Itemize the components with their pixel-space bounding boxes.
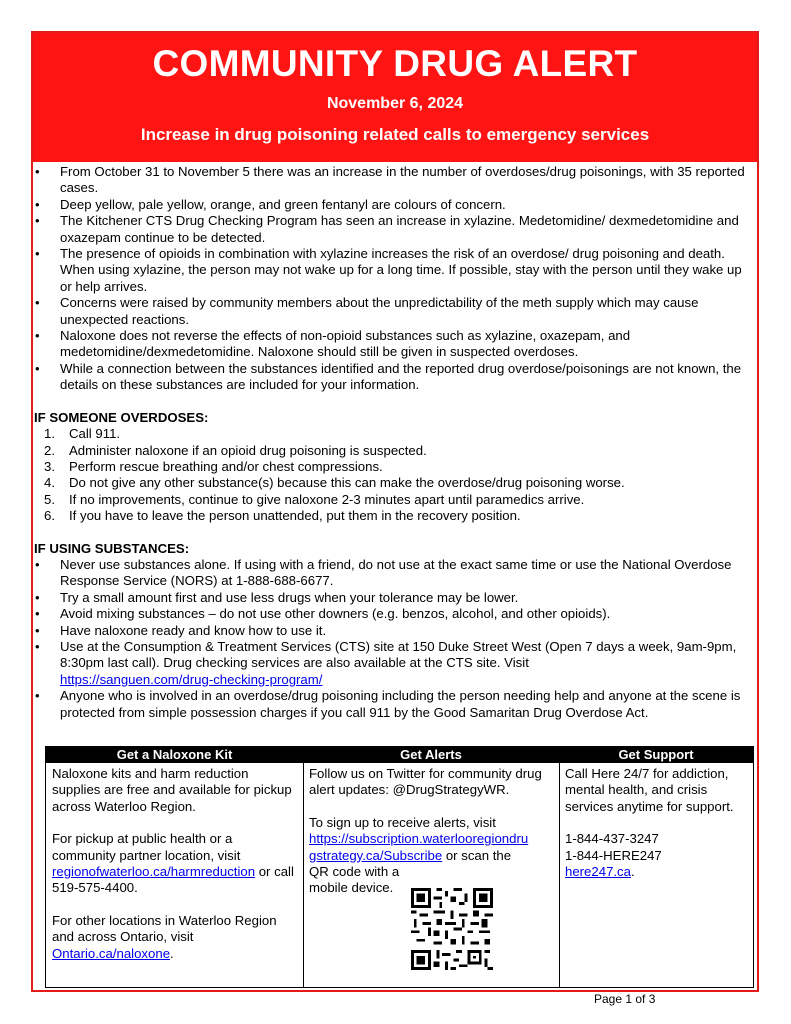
naloxone-column [46, 747, 304, 987]
step-text: If no improvements, continue to give naloxone 2-3 minutes apart until paramedics arrive. [69, 491, 585, 507]
step-text: Do not give any other substance(s) because this can make the overdose/drug poisoning worse. [69, 475, 625, 491]
using-bullet-list [34, 557, 754, 721]
other-locations-text: For other locations in Waterloo Region and across Ontario, visit [52, 912, 277, 945]
list-item: • The Kitchener CTS Drug Checking Program has seen an increase in xylazine. Medetomidine/ dexmedetomidine and oxazepam continue to be detected. [34, 213, 754, 246]
list-item: • The presence of opioids in combination with xylazine increases the risk of an overdose/ drug poisoning and death. When using xylazine, the person may not wake up for a long time. If possible, stay with the person until they wake up or help arrives. [34, 246, 754, 295]
step-number: 6. [44, 508, 55, 524]
page-title: COMMUNITY DRUG ALERT [152, 43, 638, 84]
alert-body [34, 164, 754, 721]
naloxone-intro: Naloxone kits and harm reduction supplies are free and available for pickup across Waterloo Region. [52, 766, 292, 814]
list-item [34, 508, 754, 524]
qr-instruction-1: QR code with a [309, 864, 400, 880]
list-item: • Have naloxone ready and know how to use it. [34, 623, 754, 639]
ontario-naloxone-link[interactable]: Ontario.ca/naloxone [52, 945, 171, 961]
support-column [559, 747, 753, 987]
resources-table [45, 746, 754, 988]
list-item: • Anyone who is involved in an overdose/drug poisoning including the person needing help and anyone at the scene is protected from simple possession charges if you call 911 by the Good Samaritan Drug Overdose Act. [34, 688, 754, 721]
step-text: Perform rescue breathing and/or chest compressions. [69, 458, 383, 474]
overdose-steps [34, 426, 754, 524]
support-link-row [565, 864, 747, 880]
support-phone-2: 1-844-HERE247 [565, 847, 662, 863]
step-number: 5. [44, 491, 55, 507]
list-item: • Try a small amount first and use less drugs when your tolerance may be lower. [34, 590, 754, 606]
step-text: Call 911. [69, 426, 121, 442]
alert-bullet-list [34, 164, 754, 394]
naloxone-pickup [52, 831, 297, 897]
using-heading: IF USING SUBSTANCES: [34, 540, 190, 556]
alert-banner [33, 33, 757, 162]
list-item [34, 443, 754, 459]
alert-subtitle: Increase in drug poisoning related calls to emergency services [140, 125, 650, 144]
signup-lead: To sign up to receive alerts, visit [309, 814, 496, 830]
list-item: • Never use substances alone. If using with a friend, do not use at the exact same time or use the National Overdose Response Service (NORS) at 1-888-688-6677. [34, 557, 754, 590]
list-item: • Naloxone does not reverse the effects of non-opioid substances such as xylazine, oxazepam, and medetomidine/dexmedetomidine. Naloxone should still be given in suspected overdoses. [34, 328, 754, 361]
list-item [34, 426, 754, 442]
cts-text: Use at the Consumption & Treatment Services (CTS) site at 150 Duke Street West (Open 7 days a week, 9am-9pm, 8:30pm last call). Drug checking services are also available at the CTS site. Visit [60, 638, 737, 671]
list-item [34, 492, 754, 508]
list-item: • Avoid mixing substances – do not use other downers (e.g. benzos, alcohol, and other opioids). [34, 606, 754, 622]
pickup-phone: or call 519-575-4400. [52, 864, 294, 896]
step-number: 1. [44, 426, 55, 442]
alerts-column-header: Get Alerts [303, 747, 559, 763]
period: . [170, 945, 174, 961]
qr-code-icon[interactable] [411, 888, 493, 970]
step-text: If you have to leave the person unattended, put them in the recovery position. [69, 508, 521, 524]
qr-instruction-2: mobile device. [309, 880, 394, 896]
list-item [34, 639, 754, 688]
here247-link[interactable]: here247.ca [565, 864, 631, 880]
twitter-text: Follow us on Twitter for community drug alert updates: @DrugStrategyWR. [309, 766, 542, 798]
step-text: Administer naloxone if an opioid drug poisoning is suspected. [69, 442, 427, 458]
support-column-header: Get Support [559, 747, 753, 763]
signup-text [309, 815, 553, 897]
list-item: • Deep yellow, pale yellow, orange, and green fentanyl are colours of concern. [34, 197, 754, 213]
overdose-heading: IF SOMEONE OVERDOSES: [34, 409, 209, 425]
step-number: 3. [44, 458, 55, 474]
scan-text: or scan the [442, 847, 512, 863]
drug-checking-link[interactable]: https://sanguen.com/drug-checking-program/ [60, 671, 323, 687]
pickup-text: For pickup at public health or a community partner location, visit [52, 831, 241, 863]
period: . [631, 864, 635, 880]
page-number: Page 1 of 3 [594, 992, 656, 1006]
subscribe-link-line2[interactable]: gstrategy.ca/Subscribe [309, 847, 443, 863]
list-item: • From October 31 to November 5 there was an increase in the number of overdoses/drug poisonings, with 35 reported cases. [34, 164, 754, 197]
alert-date: November 6, 2024 [326, 95, 464, 112]
list-item [34, 475, 754, 491]
support-phone-1: 1-844-437-3247 [565, 831, 659, 847]
naloxone-column-header: Get a Naloxone Kit [46, 747, 303, 763]
list-item: • Concerns were raised by community members about the unpredictability of the meth supply which may cause unexpected reactions. [34, 295, 754, 328]
support-text: Call Here 24/7 for addiction, mental health, and crisis services anytime for support. [565, 766, 734, 814]
naloxone-other [52, 913, 297, 962]
list-item [34, 459, 754, 475]
step-number: 2. [44, 442, 55, 458]
harm-reduction-link[interactable]: regionofwaterloo.ca/harmreduction [52, 864, 256, 880]
step-number: 4. [44, 475, 55, 491]
subscribe-link-line1[interactable]: https://subscription.waterlooregiondru [309, 831, 529, 847]
list-item: • While a connection between the substances identified and the reported drug overdose/poisonings are not known, the details on these substances are included for your information. [34, 361, 754, 394]
